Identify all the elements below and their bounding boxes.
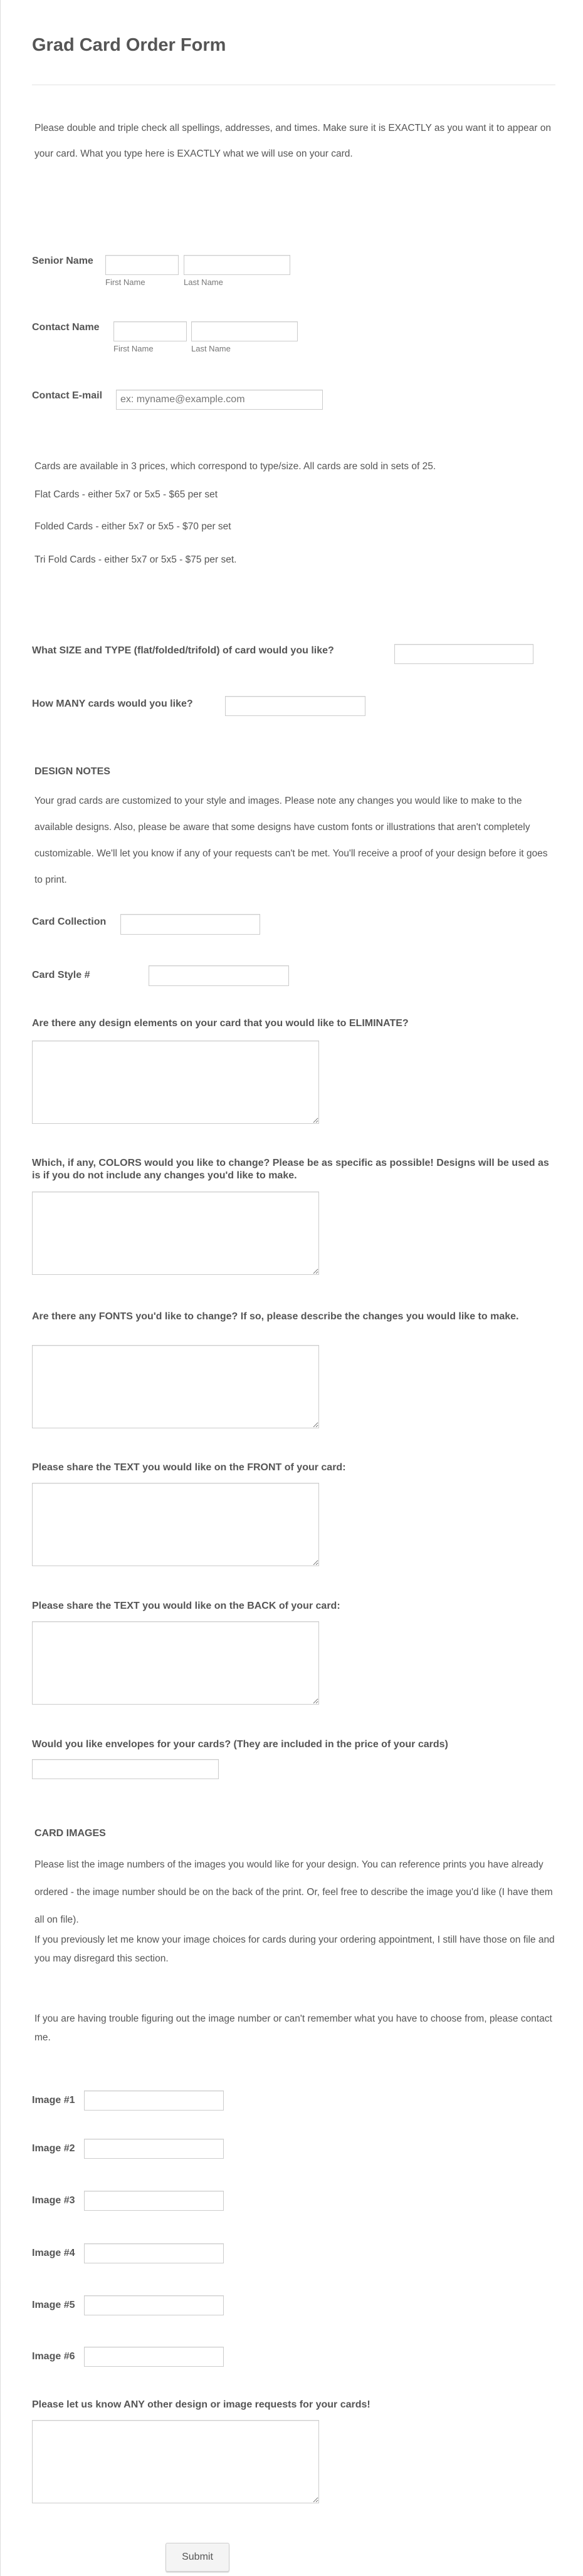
card-style-label: Card Style # (32, 970, 90, 980)
image-2-label: Image #2 (32, 2143, 75, 2154)
image-1-input[interactable] (84, 2090, 224, 2111)
colors-textarea[interactable] (32, 1192, 319, 1275)
size-type-input[interactable] (394, 644, 533, 664)
fonts-label: Are there any FONTS you'd like to change? If so, please describe the changes you would like to make. (32, 1311, 519, 1322)
design-notes-text: Your grad cards are customized to your style and images. Please note any changes you would like to make to the available designs. Also, please be aware that some designs have custom fonts or illustrations that aren't completely customizable. We'll let you know if any of your requests can't be met. You'll receive a proof of your design before it goes to print. (34, 796, 548, 885)
how-many-input[interactable] (225, 696, 365, 716)
submit-button[interactable]: Submit (165, 2543, 229, 2572)
senior-first-name-input[interactable] (105, 255, 179, 275)
pricing-trifold: Tri Fold Cards - either 5x7 or 5x5 - $75 per set. (34, 554, 237, 565)
envelopes-input[interactable] (32, 1759, 219, 1779)
eliminate-label: Are there any design elements on your card that you would like to ELIMINATE? (32, 1018, 409, 1029)
back-text-textarea[interactable] (32, 1621, 319, 1705)
contact-last-name-input[interactable] (191, 321, 298, 341)
other-requests-label: Please let us know ANY other design or image requests for your cards! (32, 2399, 370, 2410)
back-text-label: Please share the TEXT you would like on the BACK of your card: (32, 1601, 340, 1611)
card-collection-input[interactable] (120, 914, 260, 935)
fonts-textarea[interactable] (32, 1345, 319, 1428)
size-type-label: What SIZE and TYPE (flat/folded/trifold) of card would you like? (32, 645, 334, 656)
image-6-label: Image #6 (32, 2351, 75, 2362)
card-images-heading: CARD IMAGES (34, 1828, 106, 1839)
card-images-text-2: If you previously let me know your image choices for cards during your ordering appointment, I still have those on file and you may disregard this section. (34, 1935, 555, 1964)
senior-name-label: Senior Name (32, 256, 93, 266)
front-text-label: Please share the TEXT you would like on the FRONT of your card: (32, 1462, 346, 1473)
card-images-text-1: Please list the image numbers of the images you would like for your design. You can reference prints you have already ordered - the image number should be on the back of the print. Or, feel free to describe the image you'd like (I have them all on file). (34, 1859, 553, 1925)
card-style-input[interactable] (149, 965, 289, 986)
image-5-label: Image #5 (32, 2300, 75, 2310)
contact-first-name-input[interactable] (113, 321, 187, 341)
page-title: Grad Card Order Form (32, 35, 226, 55)
card-images-text-3: If you are having trouble figuring out the image number or can't remember what you have to choose from, please contact me. (34, 2013, 552, 2043)
image-5-input[interactable] (84, 2295, 224, 2315)
eliminate-textarea[interactable] (32, 1041, 319, 1124)
image-3-input[interactable] (84, 2191, 224, 2211)
intro-text: Please double and triple check all spellings, addresses, and times. Make sure it is EXACTLY as you want it to appear on your card. What you type here is EXACTLY what we will use on your card. (34, 123, 551, 159)
senior-first-name-sublabel: First Name (105, 278, 145, 287)
pricing-intro: Cards are available in 3 prices, which correspond to type/size. All cards are sold in sets of 25. (34, 461, 436, 472)
how-many-label: How MANY cards would you like? (32, 699, 193, 709)
contact-email-input[interactable] (116, 390, 323, 410)
pricing-flat: Flat Cards - either 5x7 or 5x5 - $65 per set (34, 489, 218, 500)
contact-email-label: Contact E-mail (32, 390, 103, 401)
contact-first-name-sublabel: First Name (113, 344, 154, 353)
pricing-folded: Folded Cards - either 5x7 or 5x5 - $70 per set (34, 521, 231, 532)
envelopes-label: Would you like envelopes for your cards? (They are included in the price of your cards) (32, 1739, 448, 1750)
senior-last-name-sublabel: Last Name (184, 278, 223, 287)
senior-last-name-input[interactable] (184, 255, 290, 275)
card-collection-label: Card Collection (32, 917, 107, 927)
contact-last-name-sublabel: Last Name (191, 344, 231, 353)
other-requests-textarea[interactable] (32, 2420, 319, 2503)
image-1-label: Image #1 (32, 2095, 75, 2106)
contact-name-label: Contact Name (32, 322, 100, 333)
design-notes-heading: DESIGN NOTES (34, 766, 110, 777)
image-4-label: Image #4 (32, 2248, 75, 2258)
image-4-input[interactable] (84, 2243, 224, 2263)
colors-label: Which, if any, COLORS would you like to change? Please be as specific as possible! Designs will be used as is if you do not include any changes you'd like to make. (32, 1158, 549, 1181)
image-6-input[interactable] (84, 2347, 224, 2367)
image-2-input[interactable] (84, 2139, 224, 2159)
image-3-label: Image #3 (32, 2195, 75, 2206)
front-text-textarea[interactable] (32, 1483, 319, 1566)
